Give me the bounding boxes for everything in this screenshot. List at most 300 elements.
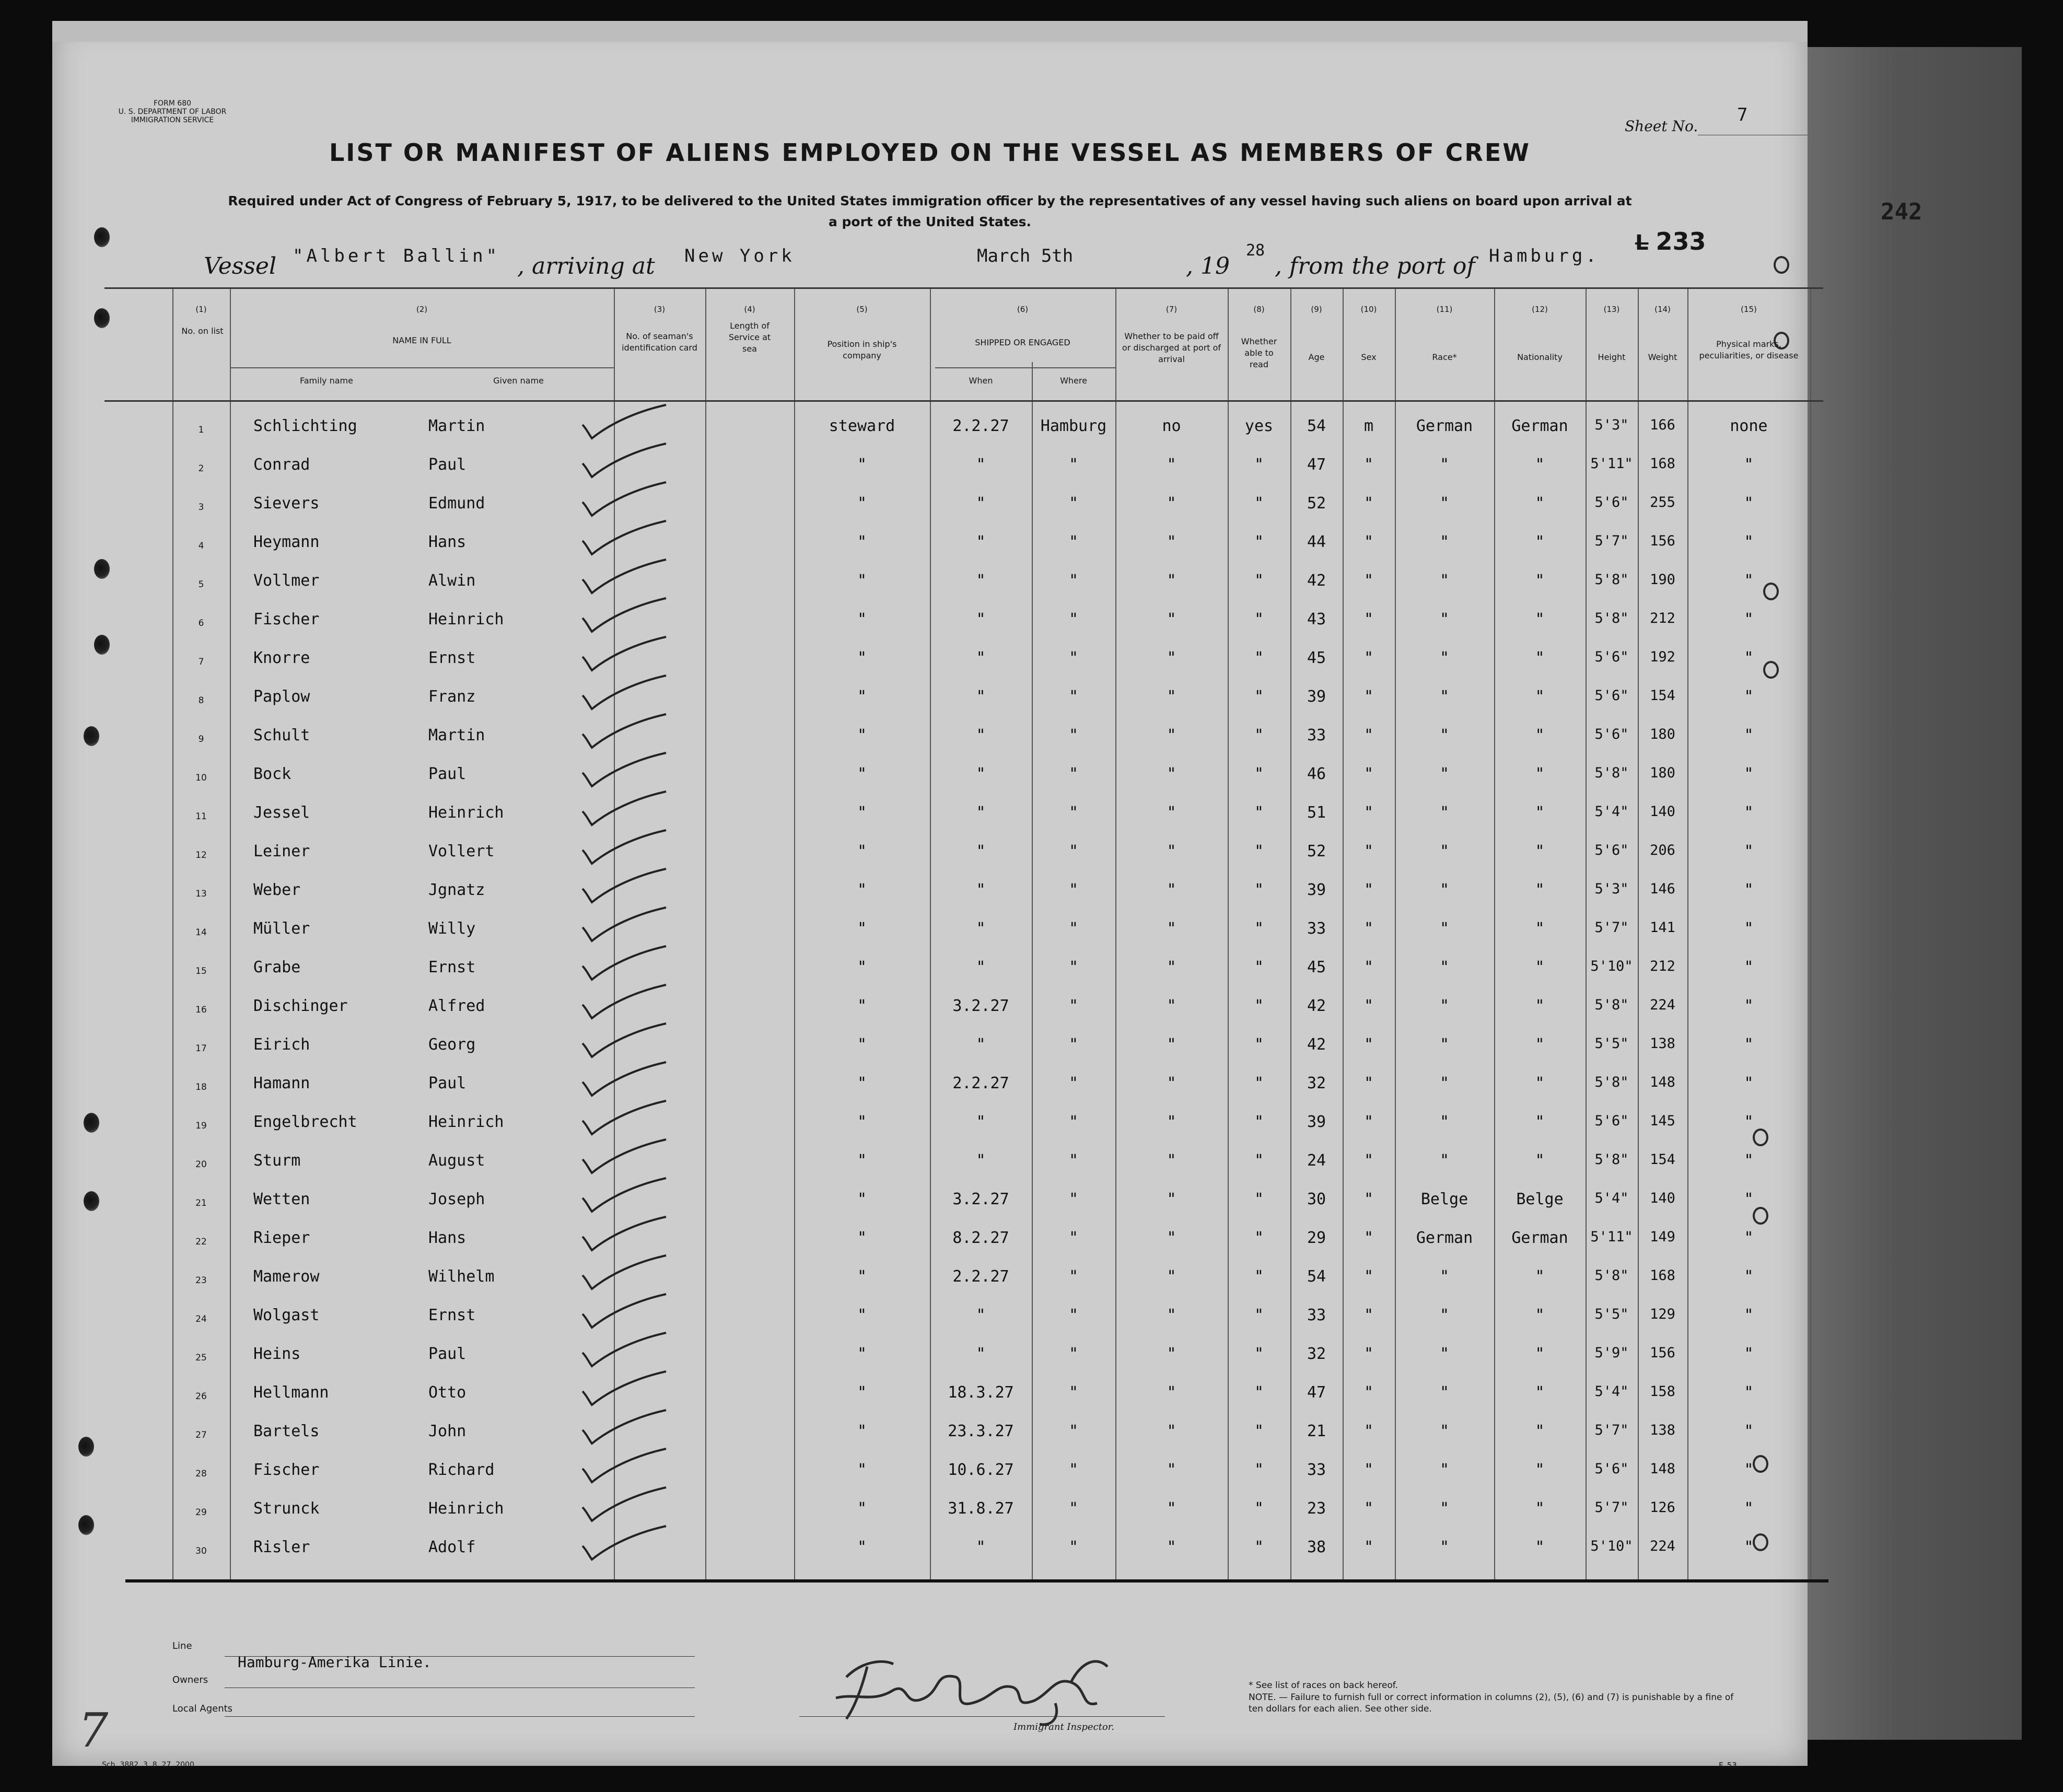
cell-marks: " <box>1744 1345 1754 1363</box>
cell-age: 23 <box>1307 1499 1326 1518</box>
cell-sex: " <box>1363 726 1374 744</box>
cell-nationality: " <box>1535 726 1545 744</box>
punch-hole <box>78 1515 94 1535</box>
head-shipped-engaged: SHIPPED OR ENGAGED <box>975 338 1070 347</box>
arriving-port: New York <box>684 246 795 266</box>
cell-read: " <box>1254 649 1264 667</box>
row-number: 25 <box>195 1353 207 1363</box>
cell-nationality: German <box>1511 417 1568 435</box>
cell-marks: " <box>1744 1190 1754 1208</box>
cell-height: 5'11" <box>1590 456 1633 472</box>
cell-given: Heinrich <box>428 804 504 822</box>
cell-family: Mamerow <box>253 1267 320 1286</box>
cell-given: Jgnatz <box>428 881 485 899</box>
cell-nationality: " <box>1535 456 1545 474</box>
cell-given: Otto <box>428 1383 467 1402</box>
colnum-6: (6) <box>1017 305 1029 314</box>
row-number: 1 <box>198 425 204 435</box>
cell-given: John <box>428 1422 467 1440</box>
head-family-name: Family name <box>300 376 353 386</box>
cell-nationality: " <box>1535 1383 1545 1402</box>
cell-weight: 224 <box>1650 1538 1675 1554</box>
cell-position: " <box>857 456 867 474</box>
side-code: 242 <box>1881 199 1922 225</box>
cell-read: yes <box>1244 417 1274 435</box>
head-sex: Sex <box>1361 352 1377 362</box>
cell-weight: 126 <box>1650 1499 1675 1516</box>
colnum-8: (8) <box>1253 305 1265 314</box>
cell-weight: 140 <box>1650 1190 1675 1206</box>
cell-marks: " <box>1744 649 1754 667</box>
row-number: 10 <box>195 773 207 783</box>
check-mark-icon <box>577 1177 697 1214</box>
cell-position: " <box>857 1383 867 1402</box>
cell-read: " <box>1254 494 1264 513</box>
check-mark-icon <box>577 1061 697 1098</box>
cell-height: 5'7" <box>1594 1422 1629 1438</box>
cell-position: " <box>857 1267 867 1286</box>
check-mark-icon <box>577 790 697 827</box>
cell-family: Grabe <box>253 958 301 976</box>
cell-position: " <box>857 1190 867 1208</box>
cell-when: " <box>976 804 986 822</box>
cell-read: " <box>1254 1113 1264 1131</box>
cell-when: 2.2.27 <box>952 1074 1009 1092</box>
cell-when: " <box>976 1306 986 1324</box>
cell-height: 5'8" <box>1594 572 1629 588</box>
cell-when: 3.2.27 <box>952 997 1009 1015</box>
cell-nationality: " <box>1535 1345 1545 1363</box>
cell-marks: none <box>1730 417 1768 435</box>
check-mark-icon <box>577 868 697 904</box>
check-mark-icon <box>577 1370 697 1407</box>
cell-when: " <box>976 1151 986 1170</box>
cell-paid-off: " <box>1167 1267 1176 1286</box>
cell-paid-off: " <box>1167 1383 1176 1402</box>
cell-age: 45 <box>1307 649 1326 667</box>
cell-race: " <box>1439 920 1450 938</box>
head-where: Where <box>1060 376 1087 386</box>
cell-sex: " <box>1363 1461 1374 1479</box>
list-number-prefix: L <box>1635 231 1649 255</box>
cell-weight: 156 <box>1650 533 1675 549</box>
cell-family: Bartels <box>253 1422 320 1440</box>
cell-paid-off: " <box>1167 920 1176 938</box>
cell-position: " <box>857 1538 867 1556</box>
cell-paid-off: " <box>1167 1074 1176 1092</box>
cell-height: 5'7" <box>1594 1499 1629 1516</box>
check-mark-icon <box>577 674 697 711</box>
cell-sex: " <box>1363 533 1374 551</box>
colnum-10: (10) <box>1360 305 1377 314</box>
cell-position: " <box>857 1499 867 1518</box>
form-number: FORM 680 <box>153 99 192 108</box>
colnum-15: (15) <box>1741 305 1757 314</box>
cell-race: " <box>1439 1113 1450 1131</box>
cell-when: " <box>976 1035 986 1054</box>
row-number: 19 <box>195 1121 207 1131</box>
cell-height: 5'4" <box>1594 804 1629 820</box>
cell-family: Fischer <box>253 610 320 629</box>
cell-read: " <box>1254 765 1264 783</box>
cell-sex: " <box>1363 649 1374 667</box>
cell-where: " <box>1068 572 1079 590</box>
cell-nationality: " <box>1535 610 1545 629</box>
cell-marks: " <box>1744 572 1754 590</box>
fine-note: NOTE. — Failure to furnish full or correct information in columns (2), (5), (6) and (7) is punishable by a fine of ten dollars for each alien. See other side. <box>1249 1692 1734 1714</box>
cell-sex: " <box>1363 1113 1374 1131</box>
cell-read: " <box>1254 1267 1264 1286</box>
cell-where: " <box>1068 610 1079 629</box>
cell-sex: " <box>1363 456 1374 474</box>
cell-nationality: " <box>1535 1113 1545 1131</box>
cell-family: Jessel <box>253 804 310 822</box>
cell-where: " <box>1068 1538 1079 1556</box>
cell-where: " <box>1068 1306 1079 1324</box>
check-mark-icon <box>577 1216 697 1252</box>
cell-read: " <box>1254 1190 1264 1208</box>
colnum-14: (14) <box>1654 305 1671 314</box>
cell-age: 33 <box>1307 920 1326 938</box>
cell-where: " <box>1068 1267 1079 1286</box>
cell-nationality: " <box>1535 1538 1545 1556</box>
cell-read: " <box>1254 1035 1264 1054</box>
cell-read: " <box>1254 920 1264 938</box>
cell-read: " <box>1254 1151 1264 1170</box>
cell-paid-off: " <box>1167 1538 1176 1556</box>
cell-where: " <box>1068 494 1079 513</box>
cell-family: Bock <box>253 765 292 783</box>
cell-read: " <box>1254 1461 1264 1479</box>
cell-given: Paul <box>428 1074 467 1092</box>
cell-weight: 212 <box>1650 958 1675 974</box>
row-number: 8 <box>198 695 204 706</box>
cell-position: " <box>857 572 867 590</box>
cell-marks: " <box>1744 997 1754 1015</box>
owners-label: Owners <box>172 1674 208 1685</box>
cell-when: 2.2.27 <box>952 417 1009 435</box>
cell-when: " <box>976 649 986 667</box>
cell-paid-off: " <box>1167 765 1176 783</box>
cell-height: 5'6" <box>1594 842 1629 858</box>
cell-paid-off: " <box>1167 1461 1176 1479</box>
cell-family: Heymann <box>253 533 320 551</box>
cell-given: Richard <box>428 1461 495 1479</box>
cell-paid-off: " <box>1167 997 1176 1015</box>
crew-table <box>104 287 1823 1600</box>
cell-paid-off: " <box>1167 456 1176 474</box>
head-paid-off: Whether to be paid off or discharged at port of arrival <box>1122 331 1221 364</box>
cell-height: 5'7" <box>1594 533 1629 549</box>
cell-family: Strunck <box>253 1499 320 1518</box>
cell-given: Martin <box>428 417 485 435</box>
cell-nationality: Belge <box>1516 1190 1564 1208</box>
cell-height: 5'6" <box>1594 726 1629 742</box>
cell-weight: 192 <box>1650 649 1675 665</box>
punch-hole <box>84 726 99 746</box>
cell-read: " <box>1254 1306 1264 1324</box>
punch-hole <box>84 1113 99 1133</box>
cell-read: " <box>1254 842 1264 860</box>
race-note: * See list of races on back hereof. <box>1249 1680 1398 1691</box>
cell-height: 5'6" <box>1594 494 1629 510</box>
cell-weight: 255 <box>1650 494 1675 510</box>
cell-where: " <box>1068 1461 1079 1479</box>
cell-race: " <box>1439 1383 1450 1402</box>
cell-marks: " <box>1744 688 1754 706</box>
cell-paid-off: " <box>1167 533 1176 551</box>
check-mark-icon <box>577 1100 697 1136</box>
check-mark-icon <box>577 1486 697 1523</box>
cell-sex: " <box>1363 1074 1374 1092</box>
cell-nationality: German <box>1511 1229 1568 1247</box>
schedule-code: Sch. 3882. 3. 8. 27. 2000 <box>102 1761 194 1769</box>
cell-age: 51 <box>1307 804 1326 822</box>
cell-given: Ernst <box>428 649 476 667</box>
vessel-label: Vessel <box>204 253 277 280</box>
cell-position: " <box>857 1306 867 1324</box>
check-mark-icon <box>577 597 697 634</box>
row-number: 27 <box>195 1430 207 1440</box>
cell-marks: " <box>1744 1151 1754 1170</box>
cell-when: " <box>976 842 986 860</box>
cell-where: " <box>1068 726 1079 744</box>
cell-paid-off: " <box>1167 1035 1176 1054</box>
cell-position: " <box>857 1229 867 1247</box>
cell-position: " <box>857 1422 867 1440</box>
cell-paid-off: " <box>1167 1306 1176 1324</box>
cell-family: Wolgast <box>253 1306 320 1324</box>
col-divider <box>230 289 231 1579</box>
cell-when: 10.6.27 <box>948 1461 1014 1479</box>
adjacent-page-strip <box>1808 47 2022 1740</box>
cell-paid-off: " <box>1167 572 1176 590</box>
cell-given: Paul <box>428 765 467 783</box>
colnum-13: (13) <box>1603 305 1620 314</box>
cell-weight: 149 <box>1650 1229 1675 1245</box>
head-weight: Weight <box>1648 352 1677 362</box>
cell-paid-off: " <box>1167 494 1176 513</box>
cell-nationality: " <box>1535 1151 1545 1170</box>
check-mark-icon <box>577 1448 697 1484</box>
head-seaman-card: No. of seaman's identification card <box>622 331 697 353</box>
cell-family: Hamann <box>253 1074 310 1092</box>
cell-where: " <box>1068 1229 1079 1247</box>
cell-height: 5'5" <box>1594 1306 1629 1322</box>
cell-marks: " <box>1744 1074 1754 1092</box>
cell-given: Georg <box>428 1035 476 1054</box>
cell-race: " <box>1439 572 1450 590</box>
cell-race: " <box>1439 804 1450 822</box>
cell-where: " <box>1068 533 1079 551</box>
cell-weight: 190 <box>1650 572 1675 588</box>
cell-age: 29 <box>1307 1229 1326 1247</box>
cell-height: 5'9" <box>1594 1345 1629 1361</box>
name-subrule <box>230 367 614 368</box>
cell-nationality: " <box>1535 1461 1545 1479</box>
cell-read: " <box>1254 1074 1264 1092</box>
cell-paid-off: " <box>1167 1422 1176 1440</box>
cell-where: " <box>1068 920 1079 938</box>
cell-given: Heinrich <box>428 610 504 629</box>
cell-paid-off: " <box>1167 688 1176 706</box>
cell-weight: 138 <box>1650 1422 1675 1438</box>
cell-height: 5'8" <box>1594 610 1629 626</box>
cell-when: " <box>976 456 986 474</box>
cell-race: " <box>1439 610 1450 629</box>
cell-where: " <box>1068 804 1079 822</box>
cell-sex: " <box>1363 1306 1374 1324</box>
cell-when: 31.8.27 <box>948 1499 1014 1518</box>
row-number: 17 <box>195 1043 207 1054</box>
row-number: 23 <box>195 1275 207 1286</box>
cell-read: " <box>1254 1499 1264 1518</box>
cell-where: " <box>1068 456 1079 474</box>
cell-nationality: " <box>1535 533 1545 551</box>
head-height: Height <box>1598 352 1626 362</box>
cell-sex: " <box>1363 1190 1374 1208</box>
cell-where: " <box>1068 688 1079 706</box>
cell-height: 5'6" <box>1594 1113 1629 1129</box>
cell-age: 54 <box>1307 417 1326 435</box>
cell-when: " <box>976 494 986 513</box>
cell-age: 42 <box>1307 572 1326 590</box>
cell-race: " <box>1439 1422 1450 1440</box>
punch-hole <box>78 1437 94 1457</box>
cell-when: 3.2.27 <box>952 1190 1009 1208</box>
cell-age: 52 <box>1307 494 1326 513</box>
cell-where: " <box>1068 842 1079 860</box>
cell-position: " <box>857 1113 867 1131</box>
cell-weight: 166 <box>1650 417 1675 433</box>
cell-height: 5'6" <box>1594 649 1629 665</box>
cell-age: 42 <box>1307 1035 1326 1054</box>
cell-read: " <box>1254 1383 1264 1402</box>
cell-sex: " <box>1363 572 1374 590</box>
colnum-12: (12) <box>1532 305 1548 314</box>
cell-when: 8.2.27 <box>952 1229 1009 1247</box>
cell-position: steward <box>829 417 895 435</box>
cell-age: 47 <box>1307 456 1326 474</box>
cell-sex: " <box>1363 958 1374 976</box>
cell-position: " <box>857 881 867 899</box>
year-prefix: , 19 <box>1186 253 1230 280</box>
check-mark-icon <box>577 713 697 750</box>
cell-where: " <box>1068 1345 1079 1363</box>
cell-weight: 129 <box>1650 1306 1675 1322</box>
sheet-top-edge <box>52 21 1808 42</box>
cell-paid-off: " <box>1167 726 1176 744</box>
agents-rule <box>225 1716 695 1717</box>
cell-height: 5'8" <box>1594 1151 1629 1168</box>
cell-age: 33 <box>1307 1461 1326 1479</box>
cell-weight: 148 <box>1650 1074 1675 1090</box>
cell-weight: 212 <box>1650 610 1675 626</box>
cell-family: Eirich <box>253 1035 310 1054</box>
cell-race: " <box>1439 1267 1450 1286</box>
cell-read: " <box>1254 1422 1264 1440</box>
cell-height: 5'8" <box>1594 997 1629 1013</box>
cell-where: " <box>1068 1499 1079 1518</box>
cell-given: August <box>428 1151 485 1170</box>
colnum-2: (2) <box>416 305 428 314</box>
cell-weight: 154 <box>1650 688 1675 704</box>
head-no-on-list: No. on list <box>181 326 224 336</box>
cell-marks: " <box>1744 533 1754 551</box>
cell-position: " <box>857 726 867 744</box>
cell-given: Vollert <box>428 842 495 860</box>
head-length-of-service: Length of Service at sea <box>728 321 771 354</box>
cell-marks: " <box>1744 920 1754 938</box>
cell-given: Willy <box>428 920 476 938</box>
cell-height: 5'3" <box>1594 417 1629 433</box>
cell-age: 39 <box>1307 1113 1326 1131</box>
cell-weight: 154 <box>1650 1151 1675 1168</box>
cell-race: " <box>1439 958 1450 976</box>
inspector-label: Immigrant Inspector. <box>1013 1721 1115 1732</box>
cell-read: " <box>1254 1538 1264 1556</box>
cell-given: Ernst <box>428 958 476 976</box>
cell-race: German <box>1416 1229 1473 1247</box>
cell-age: 42 <box>1307 997 1326 1015</box>
cell-age: 52 <box>1307 842 1326 860</box>
cell-when: " <box>976 1538 986 1556</box>
inspector-rule <box>799 1716 1165 1717</box>
cell-when: " <box>976 881 986 899</box>
cell-given: Hans <box>428 1229 467 1247</box>
cell-sex: " <box>1363 881 1374 899</box>
cell-when: " <box>976 1345 986 1363</box>
cell-read: " <box>1254 533 1264 551</box>
row-number: 26 <box>195 1391 207 1402</box>
check-mark-icon <box>577 1138 697 1175</box>
cell-nationality: " <box>1535 804 1545 822</box>
cell-paid-off: no <box>1162 417 1181 435</box>
arrival-date: March 5th <box>977 246 1074 266</box>
cell-family: Schlichting <box>253 417 357 435</box>
cell-marks: " <box>1744 1499 1754 1518</box>
cell-where: " <box>1068 881 1079 899</box>
colnum-3: (3) <box>654 305 666 314</box>
cell-position: " <box>857 649 867 667</box>
check-mark-icon <box>577 1293 697 1330</box>
head-race: Race* <box>1432 352 1457 362</box>
cell-nationality: " <box>1535 920 1545 938</box>
cell-marks: " <box>1744 1229 1754 1247</box>
cell-weight: 168 <box>1650 456 1675 472</box>
cell-where: " <box>1068 1074 1079 1092</box>
cell-marks: " <box>1744 1538 1754 1556</box>
cell-family: Wetten <box>253 1190 310 1208</box>
cell-sex: " <box>1363 804 1374 822</box>
cell-where: " <box>1068 1113 1079 1131</box>
cell-position: " <box>857 1074 867 1092</box>
cell-where: " <box>1068 765 1079 783</box>
head-physical-marks: Physical marks, peculiarities, or disease <box>1699 339 1799 360</box>
cell-family: Müller <box>253 920 310 938</box>
cell-race: German <box>1416 417 1473 435</box>
check-mark-icon <box>577 481 697 518</box>
cell-sex: " <box>1363 1538 1374 1556</box>
cell-height: 5'8" <box>1594 765 1629 781</box>
cell-age: 33 <box>1307 726 1326 744</box>
cell-paid-off: " <box>1167 842 1176 860</box>
cell-given: Paul <box>428 1345 467 1363</box>
cell-given: Alwin <box>428 572 476 590</box>
cell-position: " <box>857 610 867 629</box>
manifest-subtitle: Required under Act of Congress of February 5, 1917, to be delivered to the United States immigration officer by the representatives of any vessel having such aliens on board upon arrival at a port of the United States. <box>228 193 1632 229</box>
row-number: 16 <box>195 1005 207 1015</box>
